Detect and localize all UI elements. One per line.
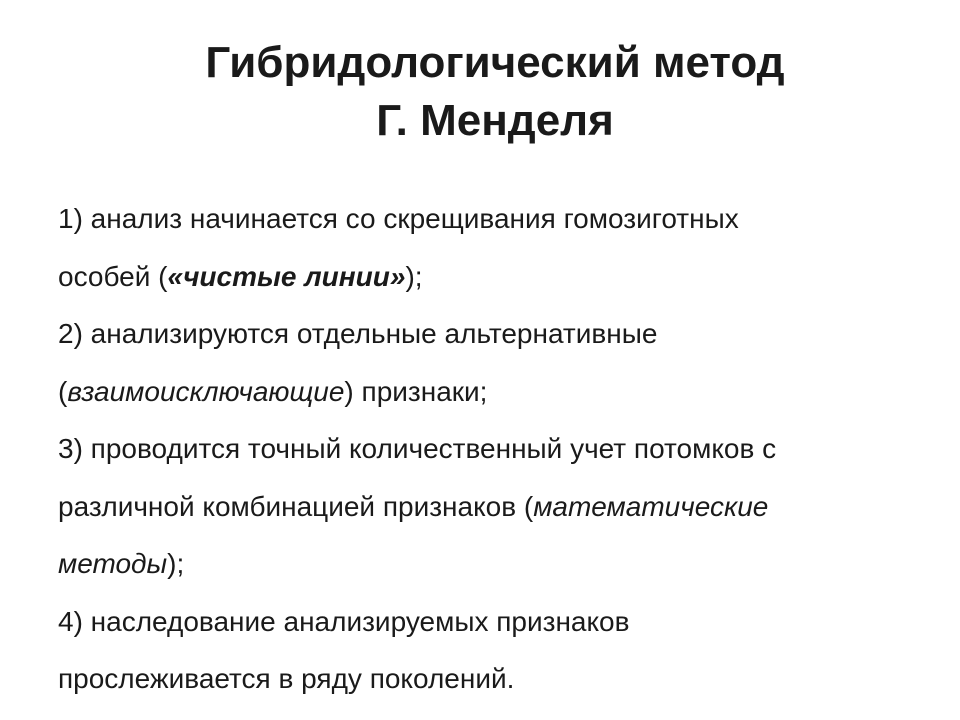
emphasis-mathematical: математические — [533, 490, 769, 522]
text-span: 1) анализ начинается со скрещивания гомозиготных — [58, 203, 739, 234]
text-span: ); — [405, 260, 423, 292]
emphasis-pure-lines: «чистые линии» — [167, 260, 406, 292]
item-1-line-1 — [58, 190, 918, 248]
slide-title-line-1: Гибридологический метод — [205, 38, 785, 87]
emphasis-mutually-exclusive: взаимоисключающие — [67, 375, 345, 407]
text-span: 2) анализируются отдельные альтернативные — [58, 318, 658, 349]
emphasis-methods: методы — [58, 548, 168, 579]
text-span: особей ( — [58, 260, 168, 292]
slide-body — [58, 190, 918, 708]
item-3-line-3 — [58, 535, 918, 593]
item-1-line-2 — [58, 248, 918, 306]
text-span: 4) наследование анализируемых признаков — [58, 605, 630, 637]
item-4-line-1 — [58, 593, 918, 651]
slide-title — [0, 34, 960, 150]
text-span: прослеживается в ряду поколений. — [58, 663, 515, 694]
text-span: 3) проводится точный количественный учет потомков с — [58, 433, 777, 464]
text-span: различной комбинацией признаков ( — [58, 490, 534, 522]
item-3-line-2 — [58, 478, 918, 536]
item-2-line-2 — [58, 363, 918, 421]
text-span: ) признаки; — [344, 375, 488, 407]
slide-title-line-2: Г. Менделя — [376, 96, 614, 145]
text-span: ); — [167, 548, 185, 579]
text-span: ( — [58, 375, 68, 407]
item-4-line-2 — [58, 650, 918, 708]
item-3-line-1 — [58, 420, 918, 478]
item-2-line-1 — [58, 305, 918, 363]
